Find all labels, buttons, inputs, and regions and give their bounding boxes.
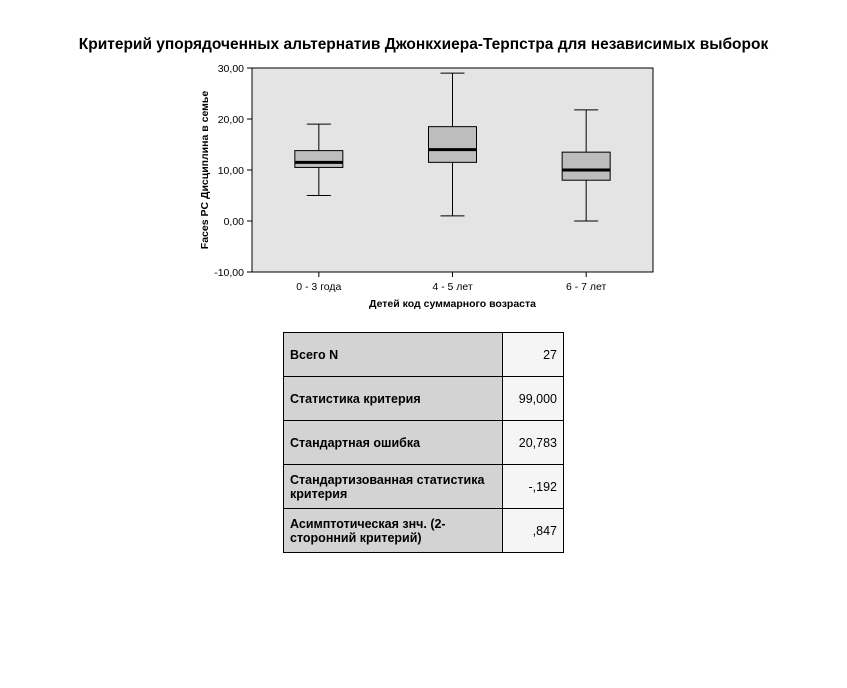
row-label: Стандартная ошибка	[284, 421, 503, 465]
table-row	[284, 509, 564, 553]
row-value: 27	[503, 333, 564, 377]
row-value: 99,000	[503, 377, 564, 421]
box	[429, 127, 477, 163]
row-value: ,847	[503, 509, 564, 553]
boxplot-chart	[0, 0, 847, 320]
y-tick-label: -10,00	[214, 267, 244, 279]
row-label: Всего N	[284, 333, 503, 377]
y-tick-label: 0,00	[223, 216, 244, 228]
x-tick-label: 0 - 3 года	[296, 281, 342, 293]
table-row	[284, 421, 564, 465]
row-label: Статистика критерия	[284, 377, 503, 421]
x-tick-label: 4 - 5 лет	[432, 281, 473, 293]
y-axis-label: Faces PC Дисциплина в семье	[199, 90, 211, 250]
table-row	[284, 465, 564, 509]
row-label: Стандартизованная статистика критерия	[284, 465, 503, 509]
y-tick-label: 20,00	[217, 114, 244, 126]
x-axis-label: Детей код суммарного возраста	[368, 298, 537, 310]
row-value: -,192	[503, 465, 564, 509]
chart-title: Критерий упорядоченных альтернатив Джонкхиера-Терпстра для независимых выборок	[78, 36, 769, 53]
x-tick-label: 6 - 7 лет	[565, 281, 607, 293]
table-row	[284, 333, 564, 377]
box	[295, 151, 343, 168]
y-tick-label: 30,00	[217, 63, 244, 75]
row-value: 20,783	[503, 421, 564, 465]
box	[562, 152, 610, 180]
y-tick-label: 10,00	[217, 165, 244, 177]
row-label: Асимптотическая знч. (2-сторонний критерий)	[284, 509, 503, 553]
statistics-table	[283, 332, 564, 553]
table-row	[284, 377, 564, 421]
